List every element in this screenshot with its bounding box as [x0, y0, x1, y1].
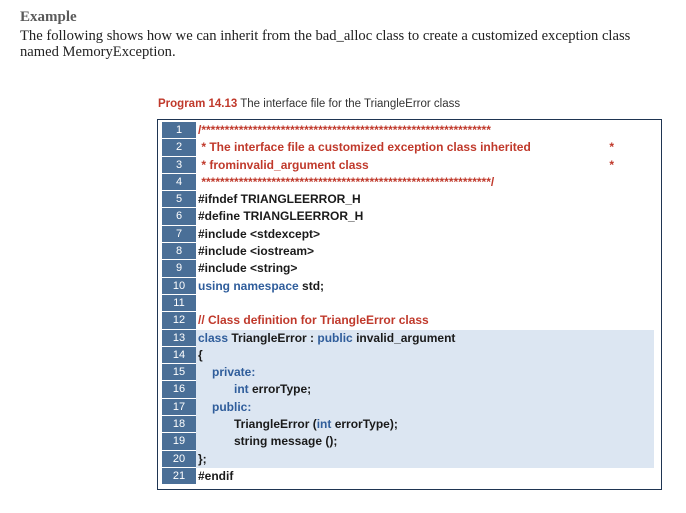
- code-token: {: [198, 347, 203, 362]
- code-token: std;: [298, 278, 325, 293]
- code-text: [196, 468, 654, 485]
- code-token: /**************************************************************: [198, 123, 491, 137]
- code-token: TriangleError :: [228, 330, 318, 345]
- code-line: [162, 157, 654, 174]
- code-token: };: [198, 451, 207, 466]
- code-token: #include <iostream>: [198, 244, 315, 259]
- program-caption: [158, 98, 460, 110]
- code-line: [162, 139, 654, 156]
- code-text: [196, 399, 654, 416]
- code-text: [196, 330, 654, 347]
- code-text: [196, 364, 654, 381]
- line-number: 7: [162, 226, 196, 242]
- comment-star: *: [609, 140, 614, 155]
- code-text: [196, 208, 654, 225]
- code-token: int: [234, 382, 249, 397]
- code-line: [162, 191, 654, 208]
- code-line: [162, 433, 654, 450]
- code-text: [196, 278, 654, 295]
- code-line: [162, 451, 654, 468]
- code-token: class: [198, 330, 229, 345]
- code-line: [162, 174, 654, 191]
- code-token: TriangleError (: [234, 417, 317, 432]
- code-token: errorType);: [331, 417, 398, 432]
- code-text: [196, 260, 654, 277]
- code-token: **************************************************************/: [198, 174, 495, 189]
- program-label: Program 14.13: [158, 98, 238, 110]
- section-heading: Example: [20, 9, 77, 25]
- line-number: 21: [162, 468, 196, 484]
- code-line: [162, 295, 654, 312]
- code-text: [196, 347, 654, 364]
- code-token: string message ();: [234, 434, 338, 449]
- code-token: #ifndef TRIANGLEERROR_H: [198, 192, 361, 207]
- code-text: [196, 157, 654, 174]
- code-token: using namespace: [198, 278, 299, 293]
- code-listing: [162, 122, 654, 485]
- code-line: [162, 347, 654, 364]
- code-text: [196, 416, 654, 433]
- code-line: [162, 260, 654, 277]
- code-text: [196, 381, 654, 398]
- line-number: 5: [162, 191, 196, 207]
- code-line: [162, 226, 654, 243]
- code-line: [162, 312, 654, 329]
- code-token: int: [316, 417, 332, 432]
- line-number: 17: [162, 399, 196, 415]
- code-line: [162, 278, 654, 295]
- code-token: #include <stdexcept>: [198, 226, 321, 241]
- code-text: [196, 312, 654, 329]
- line-number: 12: [162, 312, 196, 328]
- code-text: [196, 122, 654, 139]
- code-line: [162, 416, 654, 433]
- line-number: 14: [162, 347, 196, 363]
- code-text: [196, 451, 654, 468]
- code-token: public: [317, 330, 353, 345]
- code-line: [162, 381, 654, 398]
- line-number: 6: [162, 208, 196, 224]
- line-number: 11: [162, 295, 196, 311]
- code-text: [196, 295, 654, 312]
- line-number: 3: [162, 157, 196, 173]
- intro-paragraph: The following shows how we can inherit from the bad_alloc class to create a customized exception class named MemoryException.: [20, 28, 631, 60]
- line-number: 15: [162, 364, 196, 380]
- code-token: invalid_argument: [352, 330, 456, 345]
- code-token: * The interface file a customized exception class inherited: [198, 140, 531, 155]
- code-token: #include <string>: [198, 261, 298, 276]
- program-caption-text: The interface file for the TriangleError class: [237, 98, 461, 110]
- line-number: 10: [162, 278, 196, 294]
- code-token: #endif: [198, 468, 234, 483]
- code-token: * frominvalid_argument class: [198, 157, 369, 172]
- line-number: 9: [162, 260, 196, 276]
- code-line: [162, 468, 654, 485]
- code-line: [162, 399, 654, 416]
- code-token: #define TRIANGLEERROR_H: [198, 209, 364, 224]
- code-line: [162, 243, 654, 260]
- line-number: 18: [162, 416, 196, 432]
- line-number: 2: [162, 139, 196, 155]
- code-text: [196, 174, 654, 191]
- code-text: [196, 191, 654, 208]
- code-line: [162, 330, 654, 347]
- code-token: private:: [212, 365, 256, 380]
- line-number: 4: [162, 174, 196, 190]
- code-line: [162, 208, 654, 225]
- code-text: [196, 226, 654, 243]
- line-number: 8: [162, 243, 196, 259]
- line-number: 16: [162, 381, 196, 397]
- code-text: [196, 433, 654, 450]
- line-number: 20: [162, 451, 196, 467]
- code-text: [196, 243, 654, 260]
- code-line: [162, 364, 654, 381]
- code-line: [162, 122, 654, 139]
- code-token: errorType;: [248, 382, 312, 397]
- comment-star: *: [609, 157, 614, 172]
- code-text: [196, 139, 654, 156]
- line-number: 19: [162, 433, 196, 449]
- line-number: 1: [162, 122, 196, 138]
- code-token: // Class definition for TriangleError class: [198, 313, 429, 328]
- line-number: 13: [162, 330, 196, 346]
- code-token: public:: [212, 399, 252, 414]
